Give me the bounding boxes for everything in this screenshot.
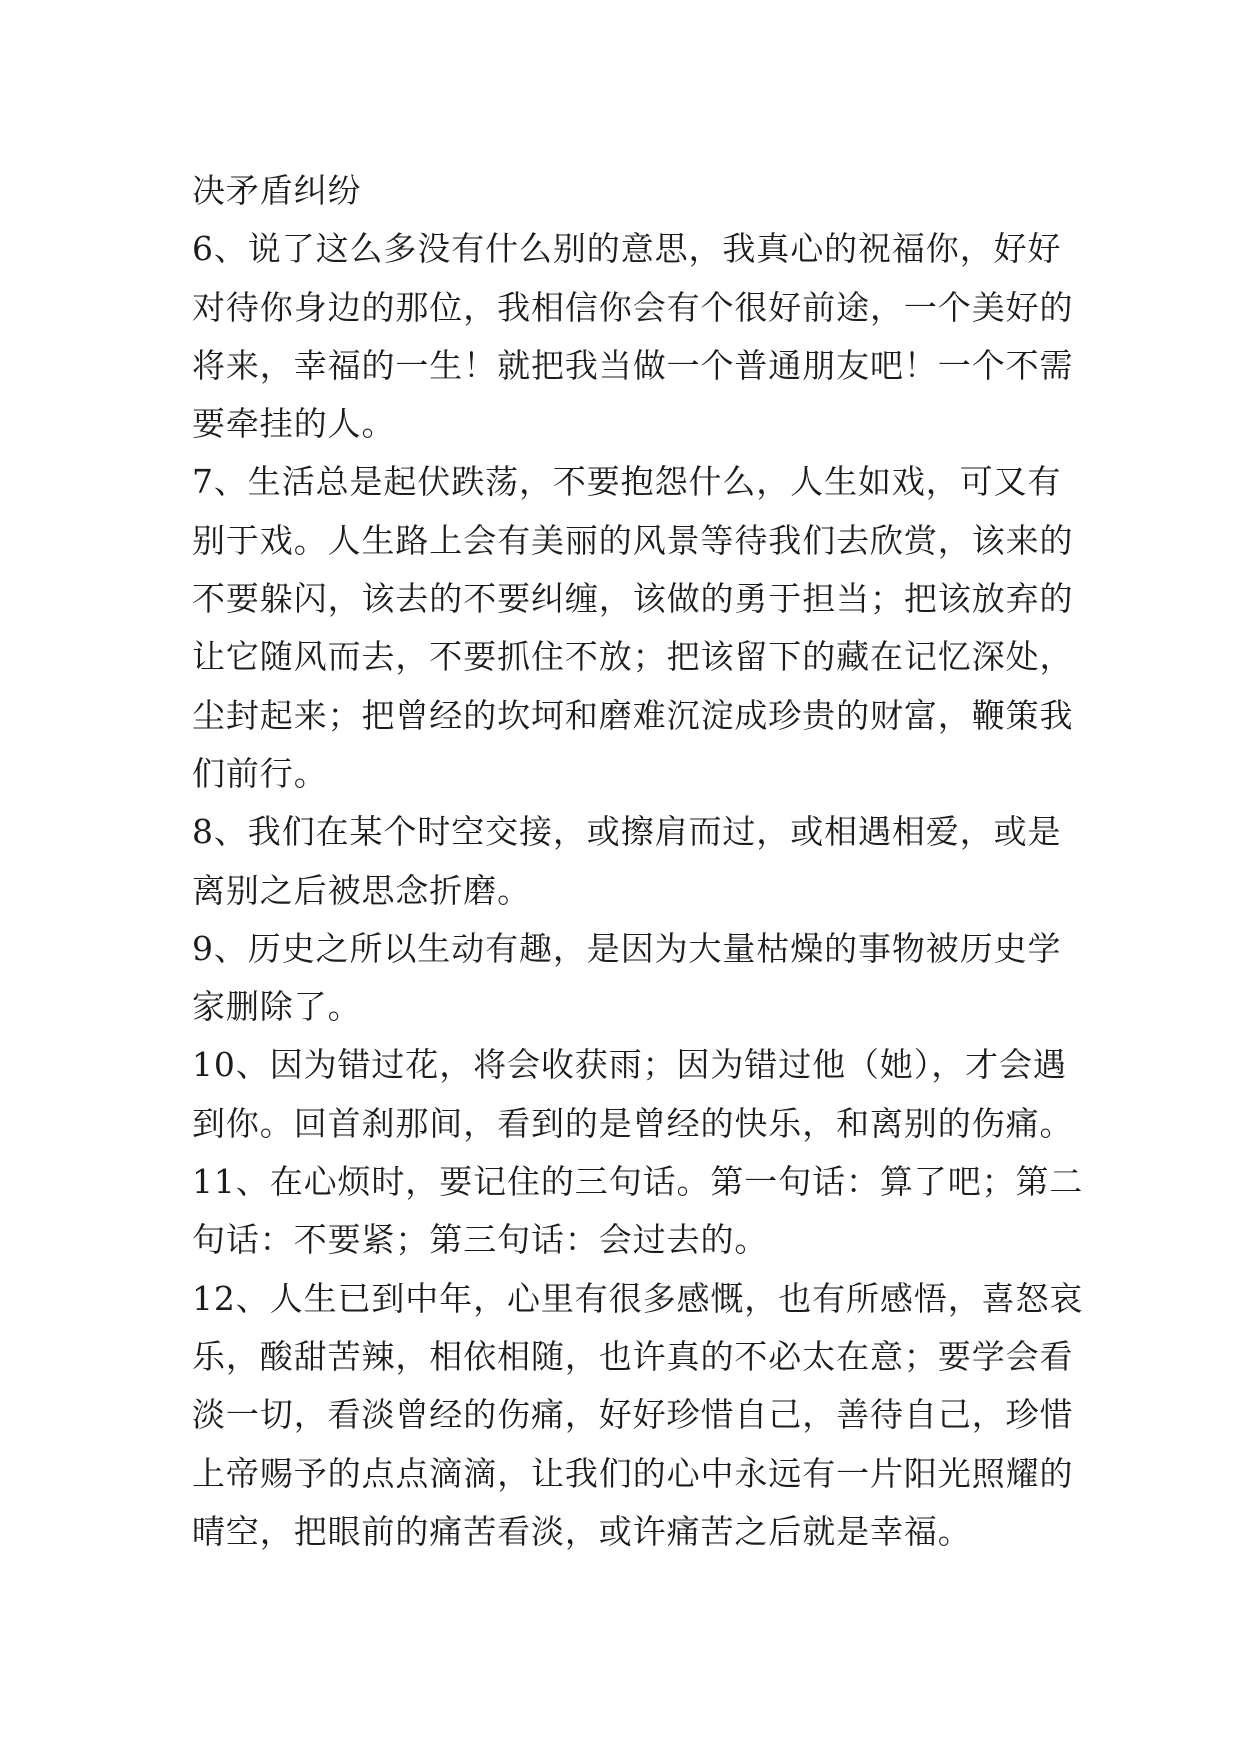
text-line: 别于戏。人生路上会有美丽的风景等待我们去欣赏，该来的 <box>192 520 1074 560</box>
text-line: 8、我们在某个时空交接，或擦肩而过，或相遇相爱，或是 <box>192 812 1062 852</box>
text-line: 10、因为错过花，将会收获雨；因为错过他（她），才会遇 <box>192 1045 1067 1085</box>
text-line: 上帝赐予的点点滴滴，让我们的心中永远有一片阳光照耀的 <box>192 1453 1074 1493</box>
text-line: 12、人生已到中年，心里有很多感慨，也有所感悟，喜怒哀 <box>192 1278 1084 1318</box>
text-line: 要牵挂的人。 <box>192 404 396 444</box>
text-line: 6、说了这么多没有什么别的意思，我真心的祝福你，好好 <box>192 229 1062 269</box>
text-line: 决矛盾纠纷 <box>192 171 362 210</box>
document-body <box>192 162 1084 1561</box>
text-line: 淡一切，看淡曾经的伤痛，好好珍惜自己，善待自己，珍惜 <box>192 1395 1074 1435</box>
text-line: 11、在心烦时，要记住的三句话。第一句话：算了吧；第二 <box>192 1162 1084 1202</box>
text-line: 离别之后被思念折磨。 <box>192 870 531 910</box>
text-line: 尘封起来；把曾经的坎坷和磨难沉淀成珍贵的财富，鞭策我 <box>192 695 1074 735</box>
text-line: 对待你身边的那位，我相信你会有个很好前途，一个美好的 <box>192 287 1074 327</box>
text-line: 到你。回首刹那间，看到的是曾经的快乐，和离别的伤痛。 <box>192 1103 1074 1143</box>
text-line: 家删除了。 <box>192 987 362 1027</box>
text-line: 句话：不要紧；第三句话：会过去的。 <box>192 1220 769 1260</box>
text-line: 晴空，把眼前的痛苦看淡，或许痛苦之后就是幸福。 <box>192 1511 972 1551</box>
text-line: 乐，酸甜苦辣，相依相随，也许真的不必太在意；要学会看 <box>192 1336 1074 1376</box>
text-line: 7、生活总是起伏跌荡，不要抱怨什么，人生如戏，可又有 <box>192 462 1062 502</box>
text-line: 将来，幸福的一生！就把我当做一个普通朋友吧！一个不需 <box>192 345 1074 385</box>
text-line: 让它随风而去，不要抓住不放；把该留下的藏在记忆深处， <box>192 637 1074 677</box>
text-line: 不要躲闪，该去的不要纠缠，该做的勇于担当；把该放弃的 <box>192 579 1074 619</box>
text-line: 们前行。 <box>192 753 328 793</box>
text-line: 9、历史之所以生动有趣，是因为大量枯燥的事物被历史学 <box>192 928 1062 968</box>
